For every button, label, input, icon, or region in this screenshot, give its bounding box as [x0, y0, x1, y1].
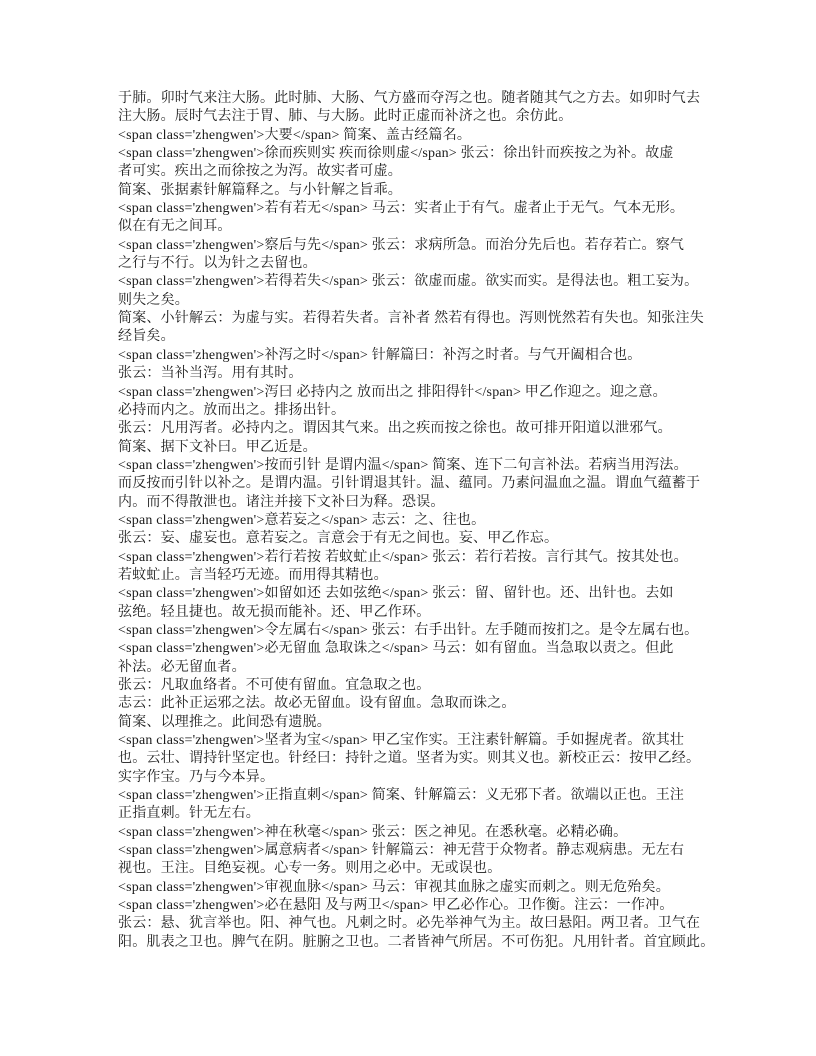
text-line: <span class='zhengwen'>坚者为宝</span> 甲乙宝作实。王注素针解篇。手如握虎者。欲其壮	[118, 733, 685, 749]
text-line: 张云：当补当泻。用有其时。	[118, 366, 303, 382]
text-line: 弦绝。轻且捷也。故无损而能补。还、甲乙作环。	[118, 604, 431, 620]
text-line: 志云：此补正运邪之法。故必无留血。设有留血。急取而诛之。	[118, 696, 516, 712]
text-line: 之行与不行。以为针之去留也。	[118, 256, 317, 272]
text-line: 正指直刺。针无左右。	[118, 806, 260, 822]
text-line: <span class='zhengwen'>补泻之时</span> 针解篇曰：补泻之时者。与气开阖相合也。	[118, 347, 642, 363]
text-line: 也。云壮、谓持针坚定也。针经曰：持针之道。坚者为实。则其义也。新校正云：按甲乙经。	[118, 751, 701, 767]
text-line: 若蚊虻止。言当轻巧无迹。而用得其精也。	[118, 567, 388, 583]
text-line: 实字作宝。乃与今本异。	[118, 769, 275, 785]
text-line: <span class='zhengwen'>徐而疾则实 疾而徐则虚</span> 张云：徐出针而疾按之为补。故虚	[118, 146, 674, 162]
text-line: 者可实。疾出之而徐按之为泻。故实者可虚。	[118, 164, 402, 180]
text-line: 简案、以理推之。此间恐有遗脱。	[118, 714, 331, 730]
text-line: <span class='zhengwen'>必无留血 急取诛之</span> 马云：如有留血。当急取以责之。但此	[118, 641, 674, 657]
text-line: <span class='zhengwen'>泻曰 必持内之 放而出之 排阳得针</span> 甲乙作迎之。迎之意。	[118, 384, 667, 400]
text-line: 似在有无之间耳。	[118, 219, 232, 235]
text-line: 简案、小针解云：为虚与实。若得若失者。言补者 然若有得也。泻则恍然若有失也。知张注失	[118, 311, 704, 327]
text-line: 内。而不得散泄也。诸注并接下文补曰为释。恐误。	[118, 494, 445, 510]
text-line: <span class='zhengwen'>察后与先</span> 张云：求病所急。而治分先后也。若存若亡。察气	[118, 237, 685, 253]
text-line: <span class='zhengwen'>如留如还 去如弦绝</span> 张云：留、留针也。还、出针也。去如	[118, 586, 674, 602]
text-line: 简案、据下文补曰。甲乙近是。	[118, 439, 317, 455]
text-line: 经旨矣。	[118, 329, 175, 345]
text-line: <span class='zhengwen'>意若妄之</span> 志云：之、往也。	[118, 512, 486, 528]
text-line: <span class='zhengwen'>属意病者</span> 针解篇云：神无营于众物者。静志观病患。无左右	[118, 843, 685, 859]
document-text	[118, 90, 718, 952]
text-line: <span class='zhengwen'>若行若按 若蚊虻止</span> 张云：若行若按。言行其气。按其处也。	[118, 549, 688, 565]
text-line: <span class='zhengwen'>若有若无</span> 马云：实者止于有气。虚者止于无气。气本无形。	[118, 201, 685, 217]
text-line: <span class='zhengwen'>正指直刺</span> 简案、针解篇云：义无邪下者。欲端以正也。王注	[118, 788, 685, 804]
text-line: 补法。必无留血者。	[118, 659, 246, 675]
text-line: <span class='zhengwen'>令左属右</span> 张云：右手出针。左手随而按扪之。是令左属右也。	[118, 622, 699, 638]
text-line: 简案、张据素针解篇释之。与小针解之旨乖。	[118, 182, 402, 198]
text-line: 而反按而引针以补之。是谓内温。引针谓退其针。温、蕴同。乃素问温血之温。谓血气蕴蓄于	[118, 476, 701, 492]
text-line: 注大肠。辰时气去注于胃、肺、与大肠。此时正虚而补济之也。余仿此。	[118, 109, 573, 125]
text-line: 视也。王注。目绝妄视。心专一务。则用之必中。无或误也。	[118, 861, 502, 877]
text-line: 阳。肌表之卫也。脾气在阴。脏腑之卫也。二者皆神气所居。不可伤犯。凡用针者。首宜顾此。	[118, 934, 715, 950]
text-line: 张云：凡用泻者。必持内之。谓因其气来。出之疾而按之徐也。故可排开阳道以泄邪气。	[118, 421, 672, 437]
text-line: 张云：妄、虚妄也。意若妄之。言意会于有无之间也。妄、甲乙作忘。	[118, 531, 559, 547]
text-line: <span class='zhengwen'>神在秋毫</span> 张云：医之神见。在悉秋毫。必精必确。	[118, 824, 628, 840]
text-line: <span class='zhengwen'>必在悬阳 及与两卫</span> 甲乙必作心。卫作衡。注云：一作冲。	[118, 898, 674, 914]
text-line: <span class='zhengwen'>若得若失</span> 张云：欲虚而虚。欲实而实。是得法也。粗工妄为。	[118, 274, 699, 290]
text-line: 则失之矣。	[118, 292, 189, 308]
text-line: <span class='zhengwen'>按而引针 是谓内温</span> 简案、连下二句言补法。若病当用泻法。	[118, 457, 688, 473]
text-line: 必持而内之。放而出之。排扬出针。	[118, 402, 346, 418]
text-line: <span class='zhengwen'>审视血脉</span> 马云：审视其血脉之虚实而刺之。则无危殆矣。	[118, 879, 670, 895]
text-line: 张云：悬、犹言举也。阳、神气也。凡刺之时。必先举神气为主。故曰悬阳。两卫者。卫气在	[118, 916, 701, 932]
text-line: 于肺。卯时气来注大肠。此时肺、大肠、气方盛而夺泻之也。随者随其气之方去。如卯时气去	[118, 91, 701, 106]
text-line: <span class='zhengwen'>大要</span> 简案、盖古经篇名。	[118, 127, 472, 143]
text-line: 张云：凡取血络者。不可使有留血。宜急取之也。	[118, 678, 431, 693]
